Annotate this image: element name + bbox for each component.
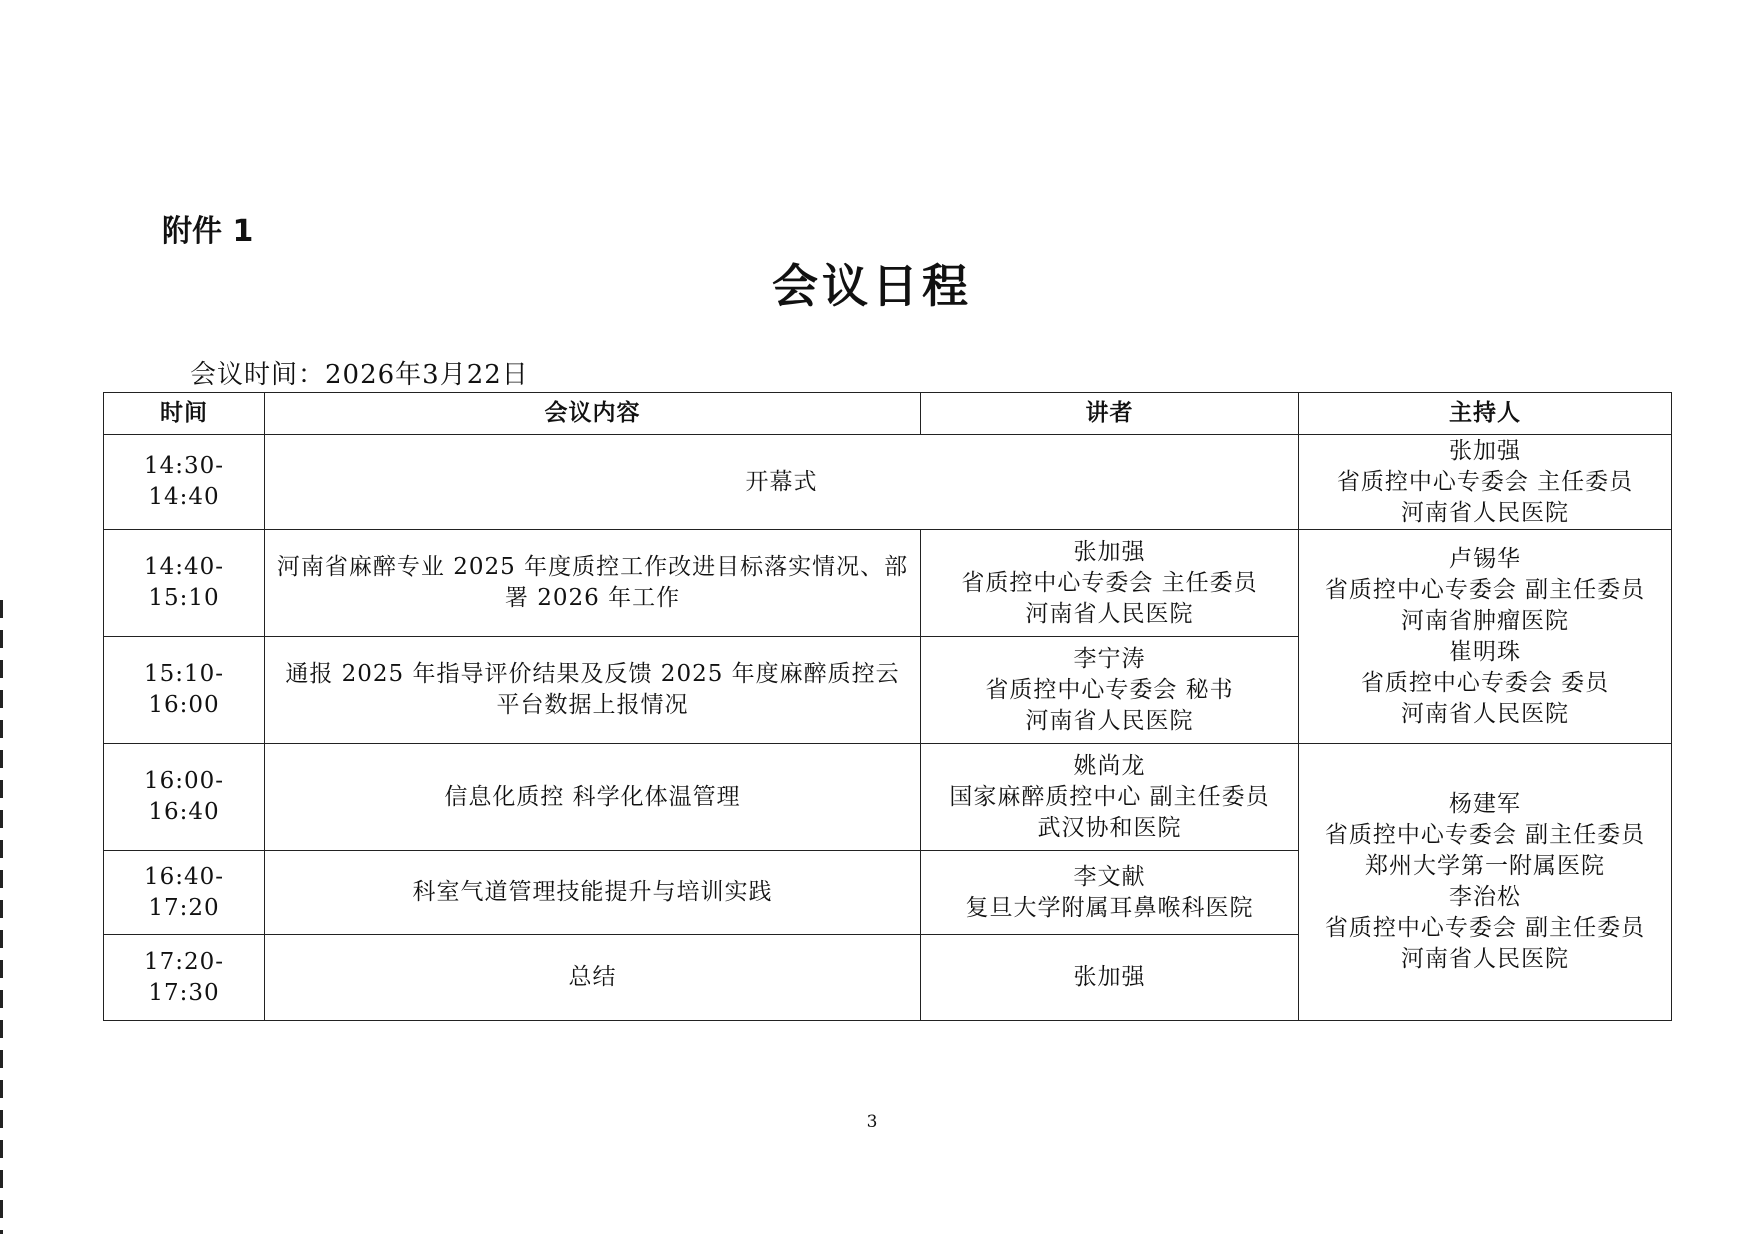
host-org: 河南省人民医院 [1401,700,1569,727]
time-cell: 16:40-17:20 [104,851,265,935]
speaker-cell [921,851,1299,935]
speaker-name: 姚尚龙 [1073,752,1146,779]
speaker-org: 河南省人民医院 [1025,707,1194,734]
speaker-cell [921,530,1299,637]
host-org: 河南省人民医院 [1401,499,1569,526]
speaker-name: 李宁涛 [1073,645,1146,672]
table-row [104,530,1672,637]
host-role: 省质控中心专委会 委员 [1360,669,1610,696]
schedule-table [103,392,1672,1021]
host-org: 郑州大学第一附属医院 [1365,853,1605,879]
speaker-role: 省质控中心专委会 主任委员 [961,569,1258,596]
header-host: 主持人 [1299,393,1672,435]
host-org: 河南省人民医院 [1401,946,1569,972]
attachment-label: 附件 1 [162,214,254,249]
content-cell: 河南省麻醉专业 2025 年度质控工作改进目标落实情况、部署 2026 年工作 [265,530,921,637]
header-speaker: 讲者 [921,393,1299,435]
host-name: 杨建军 [1449,791,1521,817]
meeting-time: 会议时间：2026年3月22日 [190,360,529,390]
content-cell: 信息化质控 科学化体温管理 [265,744,921,851]
host-role: 省质控中心专委会 副主任委员 [1324,915,1646,941]
content-cell: 总结 [265,935,921,1021]
host-role: 省质控中心专委会 副主任委员 [1324,576,1646,603]
time-cell: 17:20-17:30 [104,935,265,1021]
scan-edge-artifact [0,600,3,1234]
speaker-cell [921,935,1299,1021]
host-name: 卢锡华 [1449,545,1521,572]
host-cell [1299,435,1672,530]
host-name: 李治松 [1449,884,1521,910]
host-cell [1299,530,1672,744]
header-time: 时间 [104,393,265,435]
host-role: 省质控中心专委会 副主任委员 [1324,822,1646,848]
speaker-name: 李文献 [1073,863,1146,890]
header-content: 会议内容 [265,393,921,435]
speaker-name: 张加强 [1073,538,1146,565]
page-title: 会议日程 [772,259,972,313]
table-row [104,435,1672,530]
host-role: 省质控中心专委会 主任委员 [1336,468,1634,495]
host-name: 崔明珠 [1449,638,1521,665]
speaker-org: 武汉协和医院 [1037,814,1182,841]
time-cell: 16:00-16:40 [104,744,265,851]
time-cell: 15:10-16:00 [104,637,265,744]
speaker-org: 河南省人民医院 [1025,600,1194,627]
speaker-role: 省质控中心专委会 秘书 [985,676,1234,703]
content-cell: 通报 2025 年指导评价结果及反馈 2025 年度麻醉质控云平台数据上报情况 [265,637,921,744]
page-number: 3 [866,1112,878,1132]
speaker-cell [921,744,1299,851]
time-cell: 14:40-15:10 [104,530,265,637]
speaker-org: 复旦大学附属耳鼻喉科医院 [965,894,1254,921]
host-org: 河南省肿瘤医院 [1401,607,1569,634]
host-cell [1299,744,1672,1021]
host-name: 张加强 [1449,437,1521,464]
table-header-row [104,393,1672,435]
content-cell: 科室气道管理技能提升与培训实践 [265,851,921,935]
speaker-name: 张加强 [1073,964,1146,990]
speaker-role: 国家麻醉质控中心 副主任委员 [949,783,1270,810]
table-row [104,744,1672,851]
speaker-cell [921,637,1299,744]
content-cell: 开幕式 [265,435,1299,530]
time-cell: 14:30-14:40 [104,435,265,530]
